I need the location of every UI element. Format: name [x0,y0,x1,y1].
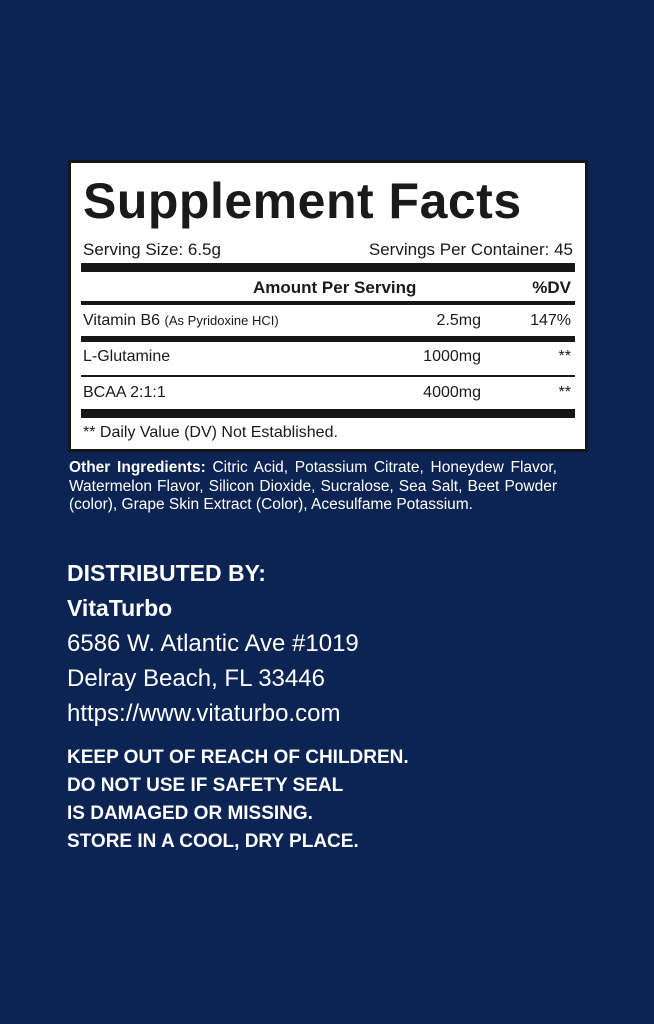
nutrient-name: L-Glutamine [83,348,171,365]
supplement-facts-panel [68,160,588,452]
ingredients-label: Other Ingredients: [69,459,206,476]
serving-size: Serving Size: 6.5g [83,240,221,259]
dv-header: %DV [532,278,571,297]
nutrient-amount: 4000mg [423,384,481,401]
amount-per-serving-header: Amount Per Serving [253,278,417,297]
nutrient-name: Vitamin B6 (As Pyridoxine HCI) [83,312,279,329]
divider-thick [81,263,575,272]
divider-thick [81,336,575,342]
warning-line: STORE IN A COOL, DRY PLACE. [67,831,359,852]
nutrient-name: BCAA 2:1:1 [83,384,166,401]
nutrient-dv: ** [558,348,571,365]
warnings [67,744,409,856]
nutrient-amount: 1000mg [423,348,481,365]
divider [81,301,575,305]
nutrient-row [83,344,571,370]
warning-line: DO NOT USE IF SAFETY SEAL [67,775,344,796]
distributor-address: 6586 W. Atlantic Ave #1019 [67,630,359,657]
distributor-city: Delray Beach, FL 33446 [67,665,325,692]
nutrient-dv: 147% [530,312,571,329]
warning-line: KEEP OUT OF REACH OF CHILDREN. [67,747,409,768]
nutrient-amount: 2.5mg [436,312,481,329]
distributed-by-heading: DISTRIBUTED BY: [67,560,266,586]
warning-line: IS DAMAGED OR MISSING. [67,803,313,824]
servings-per-container: Servings Per Container: 45 [368,240,573,259]
ingredients-list: Citric Acid, Potassium Citrate, Honeydew Flavor, Watermelon Flavor, Silicon Dioxide, Sucralose, Sea Salt, Beet Powder (color), Grape Skin Extract (Color), Acesulfame Potassium. [69,459,557,513]
divider-thick [81,409,575,418]
facts-title: Supplement Facts [83,173,522,229]
divider [81,375,575,377]
other-ingredients [69,459,557,515]
nutrient-dv: ** [558,384,571,401]
nutrient-row [83,380,571,406]
nutrient-row [83,308,571,334]
footnote: ** Daily Value (DV) Not Established. [83,424,338,441]
distributor-name: VitaTurbo [67,595,173,621]
distributor-url: https://www.vitaturbo.com [67,700,341,727]
